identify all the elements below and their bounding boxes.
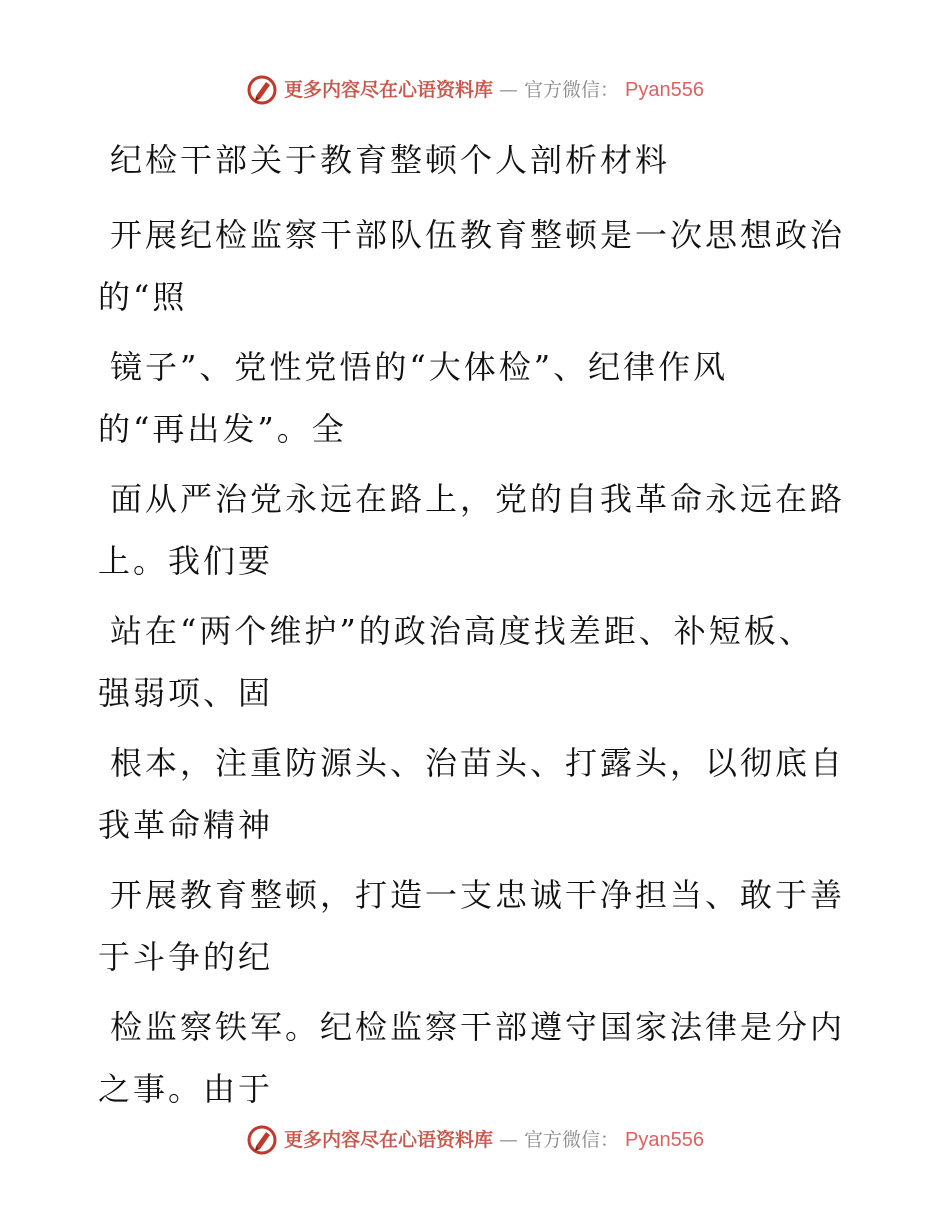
pen-logo-icon: [246, 74, 278, 106]
paragraph-line: 我革命精神: [98, 806, 274, 844]
paragraph: [98, 996, 846, 1120]
document-title: 纪检干部关于教育整顿个人剖析材料: [110, 141, 671, 179]
banner-wechat-label: 官方微信：: [524, 1128, 620, 1151]
banner-slogan: 更多内容尽在心语资料库: [284, 78, 494, 101]
paragraph-line: 于斗争的纪: [98, 938, 274, 976]
footer-banner: [0, 1120, 950, 1160]
paragraph: [98, 732, 846, 856]
paragraph-line: 的“再出发”。全: [98, 410, 347, 448]
paragraph: [98, 336, 838, 460]
document-body: [98, 118, 846, 1120]
paragraph-line: 的“照: [98, 278, 188, 316]
banner-wechat-id: Pyan556: [625, 79, 704, 101]
paragraph: [98, 864, 846, 988]
paragraph-line: 站在“两个维护”的政治高度找差距、补短板、: [110, 612, 814, 650]
paragraph: [98, 600, 838, 724]
paragraph-line: 之事。由于: [98, 1070, 274, 1108]
paragraph-line: 检监察铁军。纪检监察干部遵守国家法律是分内: [110, 1008, 846, 1046]
paragraph: [98, 468, 846, 592]
paragraph-line: 强弱项、固: [98, 674, 274, 712]
banner-dash: —: [499, 78, 519, 101]
paragraph-line: 面从严治党永远在路上，党的自我革命永远在路: [110, 480, 846, 518]
paragraph-line: 上。我们要: [98, 542, 274, 580]
paragraph-line: 开展教育整顿，打造一支忠诚干净担当、敢于善: [110, 876, 846, 914]
paragraph-line: 根本，注重防源头、治苗头、打露头，以彻底自: [110, 744, 846, 782]
paragraph-line: 开展纪检监察干部队伍教育整顿是一次思想政治: [110, 216, 846, 254]
banner-wechat-id: Pyan556: [625, 1129, 704, 1151]
banner-content: [246, 1124, 704, 1156]
banner-content: [246, 74, 704, 106]
paragraph: [98, 204, 846, 328]
paragraph-line: 镜子”、党性党悟的“大体检”、纪律作风: [110, 348, 729, 386]
header-banner: [0, 70, 950, 110]
banner-slogan: 更多内容尽在心语资料库: [284, 1128, 494, 1151]
banner-wechat-label: 官方微信：: [524, 78, 620, 101]
pen-logo-icon: [246, 1124, 278, 1156]
banner-dash: —: [499, 1128, 519, 1151]
